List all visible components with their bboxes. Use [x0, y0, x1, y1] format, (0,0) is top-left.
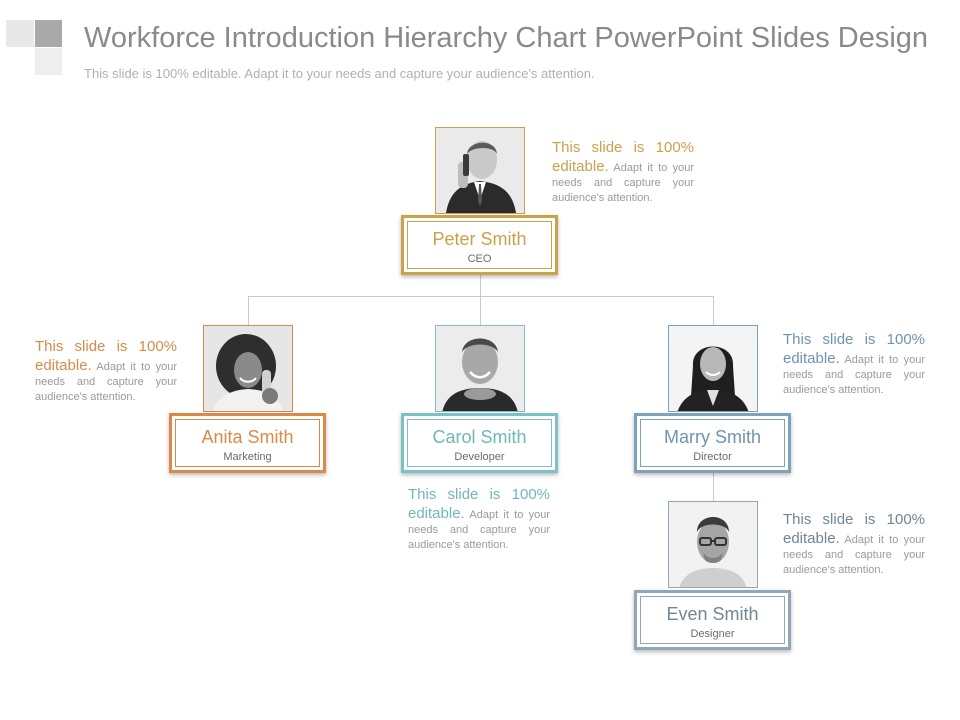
- designer-card: [634, 590, 791, 650]
- marketing-role: Marketing: [223, 451, 272, 463]
- connector-director-designer: [713, 471, 714, 502]
- connector-developer: [480, 296, 481, 326]
- marketing-description: [35, 337, 177, 404]
- logo-square-dark: [35, 20, 62, 47]
- director-card: [634, 413, 791, 473]
- ceo-photo: [435, 127, 525, 214]
- connector-horizontal: [248, 296, 714, 297]
- director-description-highlight: This slide is 100% editable.: [783, 331, 925, 367]
- designer-description-body: Adapt it to your needs and capture your audience's attention.: [783, 534, 925, 576]
- developer-photo: [435, 325, 525, 412]
- ceo-description: [552, 138, 694, 205]
- developer-name: Carol Smith: [432, 427, 527, 447]
- logo-square-light: [6, 20, 34, 47]
- connector-ceo-down: [480, 274, 481, 297]
- ceo-description-body: Adapt it to your needs and capture your audience's attention.: [552, 162, 694, 204]
- designer-name: Even Smith: [666, 604, 759, 624]
- marketing-photo: [203, 325, 293, 412]
- director-role: Director: [693, 451, 732, 463]
- director-name: Marry Smith: [663, 427, 761, 447]
- ceo-description-highlight: This slide is 100% editable.: [552, 139, 694, 175]
- designer-role: Designer: [690, 628, 735, 640]
- designer-description: [783, 510, 925, 577]
- director-description-body: Adapt it to your needs and capture your audience's attention.: [783, 354, 925, 396]
- director-photo: [668, 325, 758, 412]
- logo-square-faint: [35, 48, 62, 75]
- developer-role: Developer: [454, 451, 505, 463]
- page-title: Workforce Introduction Hierarchy Chart PowerPoint Slides Design: [84, 22, 929, 54]
- developer-description-highlight: This slide is 100% editable.: [408, 486, 550, 522]
- connector-marketing: [248, 296, 249, 326]
- developer-description: [408, 485, 550, 552]
- connector-director: [713, 296, 714, 326]
- marketing-name: Anita Smith: [201, 427, 294, 447]
- director-description: [783, 330, 925, 397]
- developer-card: [401, 413, 558, 473]
- designer-photo: [668, 501, 758, 588]
- ceo-name: Peter Smith: [432, 229, 527, 249]
- ceo-role: CEO: [467, 253, 492, 265]
- marketing-description-highlight: This slide is 100% editable.: [35, 338, 177, 374]
- marketing-description-body: Adapt it to your needs and capture your audience's attention.: [35, 361, 177, 403]
- ceo-card: [401, 215, 558, 275]
- developer-description-body: Adapt it to your needs and capture your audience's attention.: [408, 509, 550, 551]
- marketing-card: [169, 413, 326, 473]
- designer-description-highlight: This slide is 100% editable.: [783, 511, 925, 547]
- page-subtitle: This slide is 100% editable. Adapt it to your needs and capture your audience's attention.: [84, 66, 595, 81]
